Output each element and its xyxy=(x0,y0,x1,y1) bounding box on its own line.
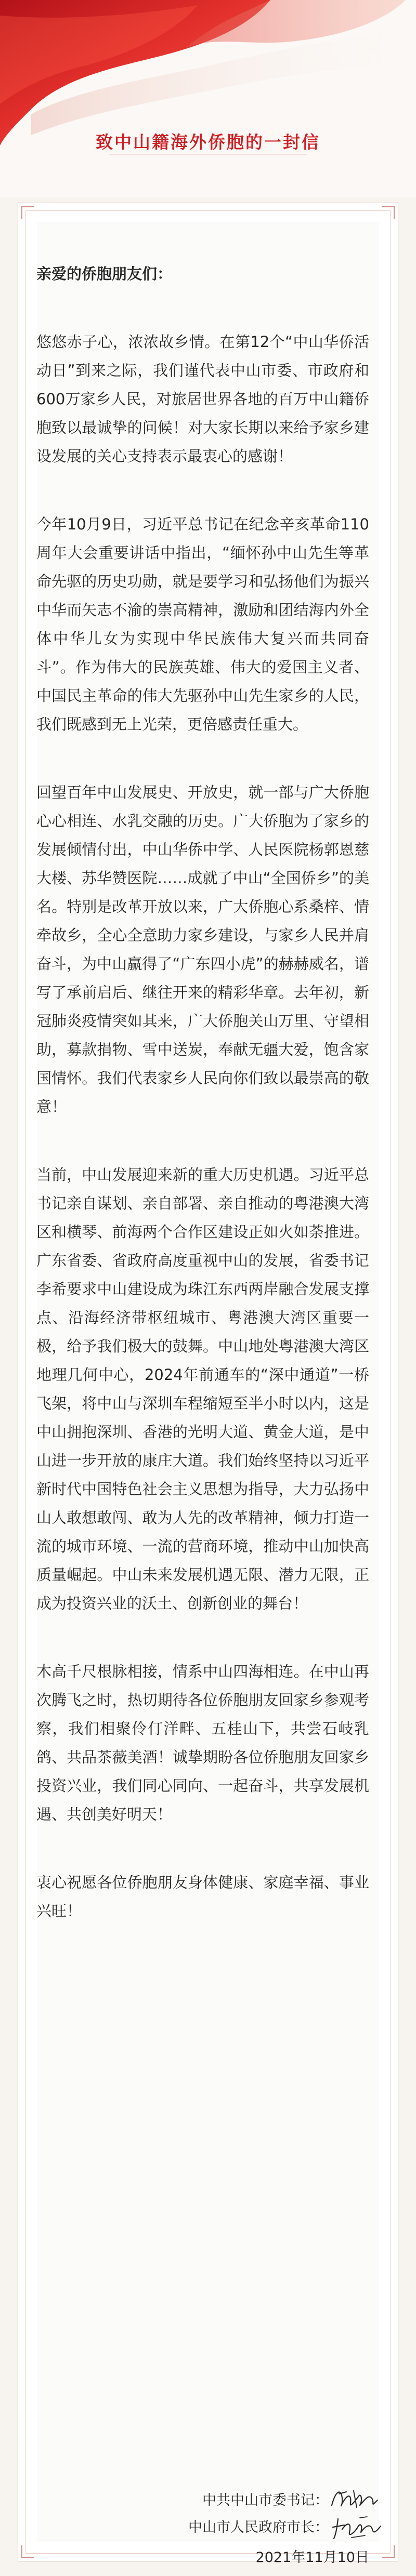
signature-mayor-title: 中山市人民政府市长： xyxy=(188,2519,329,2535)
letter-body xyxy=(36,260,369,1926)
letter-date: 2021年11月10日 xyxy=(255,2550,369,2566)
signature-block xyxy=(0,2489,416,2566)
letter-paragraph-opportunity: 当前，中山发展迎来新的重大历史机遇。习近平总书记亲自谋划、亲自部署、亲自推动的粤港澳大湾区和横琴、前海两个合作区建设正如火如荼推进。广东省委、省政府高度重视中山的发展，省委书记李希要求中山建设成为珠江东西两岸融合发展支撑点、沿海经济带枢纽城市、粤港澳大湾区重要一极，给予我们极大的鼓舞。中山地处粤港澳大湾区地理几何中心，2024年前通车的“深中通道”一桥飞架，将中山与深圳车程缩短至半小时以内，这是中山拥抱深圳、香港的光明大道、黄金大道，是中山进一步开放的康庄大道。我们始终坚持以习近平新时代中国特色社会主义思想为指导，大力弘扬中山人敢想敢闯、敢为人先的改革精神，倾力打造一流的城市环境、一流的营商环境，推动中山加快高质量崛起。中山未来发展机遇无限、潜力无限，正成为投资兴业的沃土、创新创业的舞台！ xyxy=(36,1166,369,1612)
handwritten-signature-secretary-image xyxy=(329,2485,381,2514)
paragraph-spacer xyxy=(36,471,369,510)
page-title: 致中山籍海外侨胞的一封信 xyxy=(96,132,320,152)
paragraph-spacer xyxy=(36,1618,369,1657)
letter-paragraph-closing: 衷心祝愿各位侨胞朋友身体健康、家庭幸福、事业兴旺！ xyxy=(36,1874,369,1920)
letter-paragraph-invitation: 木高千尺根脉相接，情系中山四海相连。在中山再次腾飞之时，热切期待各位侨胞朋友回家乡参观考察，我们相聚伶仃洋畔、五桂山下，共尝石岐乳鸽、共品茶薇美酒！诚挚期盼各位侨胞朋友回家乡投资兴业，我们同心同向、一起奋斗，共享发展机遇、共创美好明天！ xyxy=(36,1663,369,1823)
signature-party-secretary-title: 中共中山市委书记： xyxy=(202,2492,329,2508)
header-banner xyxy=(0,0,416,197)
paragraph-spacer xyxy=(36,1121,369,1161)
red-silk-ribbon-decoration xyxy=(0,0,416,197)
handwritten-signature-mayor-image xyxy=(329,2512,386,2543)
corner-ornament-top-left xyxy=(21,206,34,219)
letter-salutation: 亲爱的侨胞朋友们： xyxy=(36,265,173,283)
corner-ornament-top-right xyxy=(382,206,395,219)
paragraph-spacer xyxy=(36,739,369,778)
letter-paragraph-history: 回望百年中山发展史、开放史，就一部与广大侨胞心心相连、水乳交融的历史。广大侨胞为了家乡的发展倾情付出，中山华侨中学、人民医院杨郭恩慈大楼、苏华赞医院……成就了中山“全国侨乡”的美名。特别是改革开放以来，广大侨胞心系桑梓、情牵故乡，全心全意助力家乡建设，与家乡人民并肩奋斗，为中山赢得了“广东四小虎”的赫赫威名，谱写了承前启后、继往开来的精彩华章。去年初，新冠肺炎疫情突如其来，广大侨胞关山万里、守望相助，募款捐物、雪中送炭，奉献无疆大爱，饱含家国情怀。我们代表家乡人民向你们致以最崇高的敬意！ xyxy=(36,784,369,1116)
letter-paragraph-greeting: 悠悠赤子心，浓浓故乡情。在第12个“中山华侨活动日”到来之际，我们谨代表中山市委、市政府和600万家乡人民，对旅居世界各地的百万中山籍侨胞致以最诚挚的问候！对大家长期以来给予家乡建设发展的关心支持表示最衷心的感谢！ xyxy=(36,333,369,465)
letter-paragraph-speech: 今年10月9日，习近平总书记在纪念辛亥革命110周年大会重要讲话中指出，“缅怀孙中山先生等革命先驱的历史功勋，就是要学习和弘扬他们为振兴中华而矢志不渝的崇高精神，激励和团结海内外全体中华儿女为实现中华民族伟大复兴而共同奋斗”。作为伟大的民族英雄、伟大的爱国主义者、中国民主革命的伟大先驱孙中山先生家乡的人民，我们既感到无上光荣，更倍感责任重大。 xyxy=(36,515,369,733)
paragraph-spacer xyxy=(36,1829,369,1868)
